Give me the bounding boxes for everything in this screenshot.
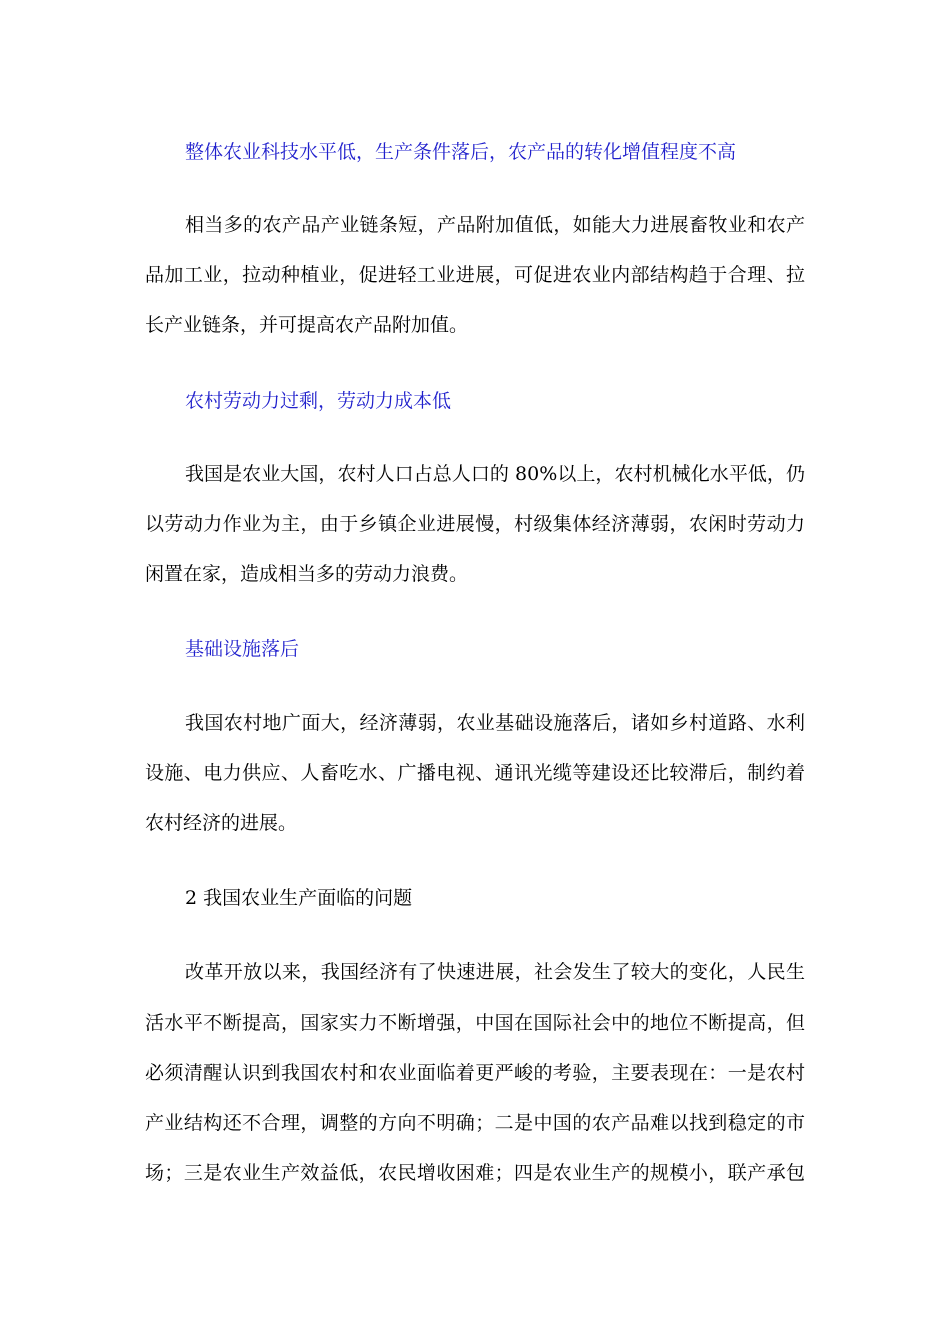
paragraph-line: 必须清醒认识到我国农村和农业面临着更严峻的考验，主要表现在：一是农村 <box>145 1062 805 1084</box>
paragraph-line: 品加工业，拉动种植业，促进轻工业进展，可促进农业内部结构趋于合理、拉 <box>145 264 805 286</box>
heading-labor-surplus: 农村劳动力过剩，劳动力成本低 <box>185 390 452 412</box>
section-heading-problems: 2 我国农业生产面临的问题 <box>185 887 413 909</box>
paragraph-line: 相当多的农产品产业链条短，产品附加值低，如能大力进展畜牧业和农产 <box>185 214 805 236</box>
paragraph-line: 活水平不断提高，国家实力不断增强，中国在国际社会中的地位不断提高，但 <box>145 1012 805 1034</box>
paragraph-line: 场；三是农业生产效益低，农民增收困难；四是农业生产的规模小，联产承包 <box>145 1162 805 1184</box>
heading-agri-tech: 整体农业科技水平低，生产条件落后，农产品的转化增值程度不高 <box>185 141 737 163</box>
paragraph-line: 以劳动力作业为主，由于乡镇企业进展慢，村级集体经济薄弱，农闲时劳动力 <box>145 513 805 535</box>
paragraph-line: 改革开放以来，我国经济有了快速进展，社会发生了较大的变化，人民生 <box>185 961 805 983</box>
paragraph-line: 农村经济的进展。 <box>145 812 298 834</box>
heading-infrastructure: 基础设施落后 <box>185 638 300 660</box>
paragraph-line: 设施、电力供应、人畜吃水、广播电视、通讯光缆等建设还比较滞后，制约着 <box>145 762 805 784</box>
paragraph-line: 长产业链条，并可提高农产品附加值。 <box>145 314 469 336</box>
paragraph-line: 我国农村地广面大，经济薄弱，农业基础设施落后，诸如乡村道路、水利 <box>185 712 805 734</box>
paragraph-line: 产业结构还不合理，调整的方向不明确；二是中国的农产品难以找到稳定的市 <box>145 1112 805 1134</box>
paragraph-line: 我国是农业大国，农村人口占总人口的 80%以上，农村机械化水平低，仍 <box>185 463 805 485</box>
paragraph-line: 闲置在家，造成相当多的劳动力浪费。 <box>145 563 469 585</box>
